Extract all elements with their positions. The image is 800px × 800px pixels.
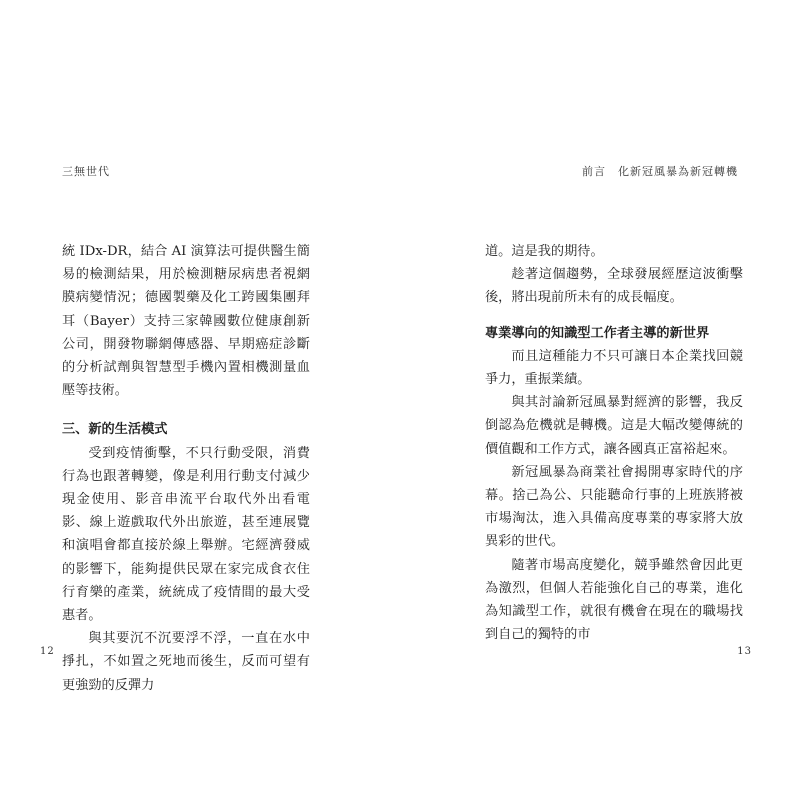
right-page-body bbox=[485, 240, 743, 646]
right-running-head-chapter: 前言 bbox=[582, 165, 606, 178]
right-running-head-title: 化新冠風暴為新冠轉機 bbox=[618, 165, 738, 178]
left-paragraph-1: 統 IDx-DR，結合 AI 演算法可提供醫生簡易的檢測結果，用於檢測糖尿病患者視網膜病變情況；德國製藥及化工跨國集團拜耳（Bayer）支持三家韓國數位健康創新公司，開發物聯網傳感器、早期癌症診斷的分析試劑與智慧型手機內置相機測量血壓等技術。 bbox=[62, 244, 310, 399]
left-page-number: 12 bbox=[40, 646, 55, 657]
left-page-body bbox=[62, 240, 310, 697]
right-paragraph-2: 趁著這個趨勢，全球發展經歷這波衝擊後，將出現前所未有的成長幅度。 bbox=[485, 267, 743, 306]
right-paragraph-5: 新冠風暴為商業社會揭開專家時代的序幕。捨己為公、只能聽命行事的上班族將被市場淘汰，進入具備高度專業的專家將大放異彩的世代。 bbox=[485, 464, 743, 550]
right-paragraph-4: 與其討論新冠風暴對經濟的影響，我反倒認為危機就是轉機。這是大幅改變傳統的價值觀和工作方式，讓各國真正富裕起來。 bbox=[485, 395, 743, 457]
right-running-head bbox=[582, 163, 738, 179]
right-paragraph-1: 道。這是我的期待。 bbox=[485, 244, 604, 259]
left-section-heading: 三、新的生活模式 bbox=[62, 422, 168, 438]
right-paragraph-3: 而且這種能力不只可讓日本企業找回競爭力，重振業績。 bbox=[485, 348, 743, 388]
right-paragraph-6: 隨著市場高度變化，競爭雖然會因此更為激烈，但個人若能強化自己的專業，進化為知識型工作，就很有機會在現在的職場找到自己的獨特的市 bbox=[485, 557, 743, 643]
left-paragraph-2: 受到疫情衝擊，不只行動受限，消費行為也跟著轉變，像是利用行動支付減少現金使用、影音串流平台取代外出看電影、線上遊戲取代外出旅遊，甚至連展覽和演唱會都直接於線上舉辦。宅經濟發威的影響下，能夠提供民眾在家完成食衣住行育樂的產業，統統成了疫情間的最大受惠者。 bbox=[62, 445, 310, 624]
right-section-heading: 專業導向的知識型工作者主導的新世界 bbox=[485, 325, 710, 341]
right-page-number: 13 bbox=[737, 646, 752, 657]
left-running-head: 三無世代 bbox=[62, 165, 110, 178]
left-paragraph-3: 與其要沉不沉要浮不浮，一直在水中掙扎，不如置之死地而後生，反而可望有更強勁的反彈力 bbox=[62, 631, 310, 693]
